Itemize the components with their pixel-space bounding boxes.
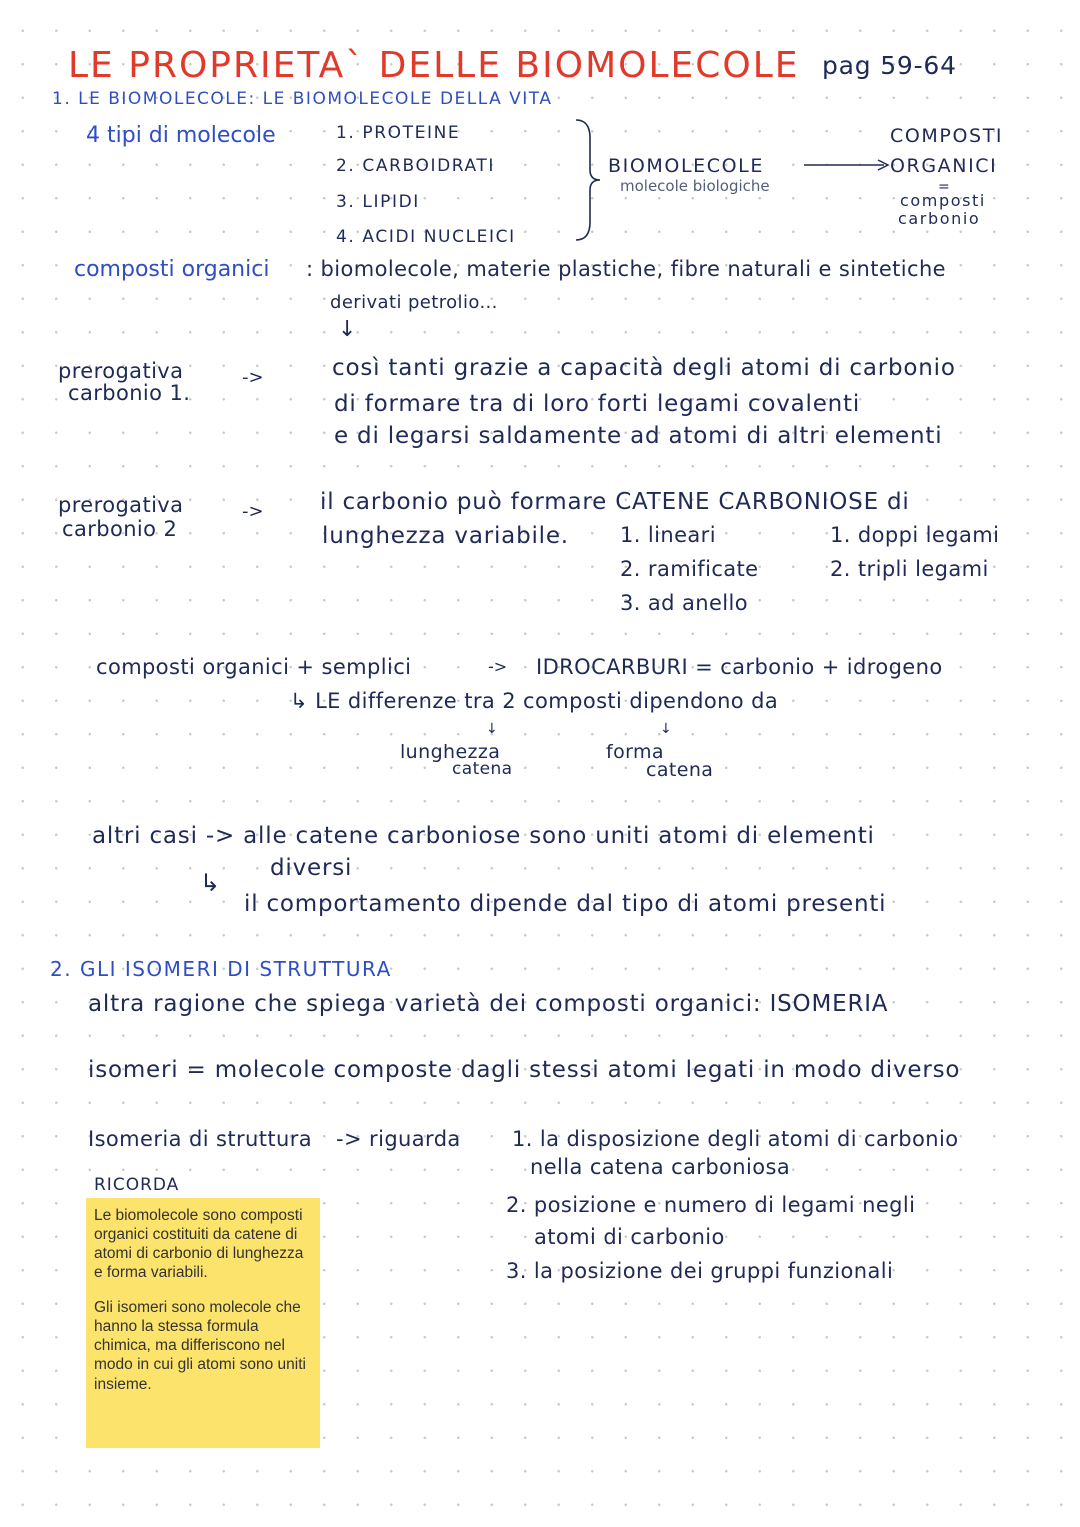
isomeria-item-1: 1. la disposizione degli atomi di carbonio: [512, 1127, 959, 1151]
isomeria-label: Isomeria di struttura: [88, 1127, 313, 1151]
idrocarburi-arrow: ->: [488, 657, 508, 676]
biomolecole-sub: molecole biologiche: [620, 177, 770, 195]
prerogativa-2-arrow: ->: [242, 501, 264, 522]
composti-semplici: composti organici + semplici: [96, 655, 412, 679]
idrocarburi: IDROCARBURI = carbonio + idrogeno: [536, 655, 943, 679]
down-arrow-icon: ↓: [338, 317, 357, 342]
isomeria-arrow: -> riguarda: [336, 1127, 461, 1151]
altri-casi-2: diversi: [270, 855, 353, 881]
isomeria-item-2-cont: atomi di carbonio: [534, 1225, 725, 1249]
return-arrow-icon: ↳: [200, 869, 221, 897]
section-1-heading: 1. LE BIOMOLECOLE: LE BIOMOLECOLE DELLA VITA: [52, 89, 553, 109]
ricorda-label: RICORDA: [94, 1175, 180, 1195]
sticky-note: [86, 1198, 320, 1448]
section-2-heading: 2. GLI ISOMERI DI STRUTTURA: [50, 957, 392, 981]
page-reference: pag 59-64: [822, 51, 957, 80]
lunghezza-catena: catena: [452, 759, 513, 779]
altri-casi: altri casi -> alle catene carboniose sono uniti atomi di elementi: [92, 823, 875, 849]
catena-forma-2: 2. ramificate: [620, 557, 759, 581]
catena-forma-3: 3. ad anello: [620, 591, 749, 615]
arrow-right-icon: [804, 158, 890, 172]
prerogativa-1-text-2: di formare tra di loro forti legami covalenti: [334, 391, 861, 417]
prerogativa-1-label-2: carbonio 1.: [68, 381, 191, 405]
down-arrow-icon: ↓: [660, 721, 672, 737]
curly-brace-icon: [572, 118, 602, 242]
biomolecole-label: BIOMOLECOLE: [608, 155, 764, 177]
composti-organici-line3: composti: [900, 191, 986, 210]
composti-organici-line2: ORGANICI: [890, 155, 998, 177]
prerogativa-2-label-2: carbonio 2: [62, 517, 178, 541]
down-arrow-icon: ↓: [486, 721, 498, 737]
prerogativa-1-text-1: così tanti grazie a capacità degli atomi di carbonio: [332, 355, 956, 381]
composti-organici-text: : biomolecole, materie plastiche, fibre naturali e sintetiche: [306, 257, 947, 281]
note-isomeri: Gli isomeri sono molecole che hanno la stessa formula chimica, ma differiscono nel modo in cui gli atomi sono uniti insieme.: [94, 1299, 306, 1393]
composti-organici-eq: =: [938, 179, 950, 195]
comportamento: il comportamento dipende dal tipo di atomi presenti: [244, 891, 887, 917]
prerogativa-1-label: prerogativa: [58, 359, 184, 383]
prerogativa-2-text-1: il carbonio può formare CATENE CARBONIOSE di: [320, 489, 910, 515]
isomeria-item-2: 2. posizione e numero di legami negli: [506, 1193, 916, 1217]
differenze: ↳ LE differenze tra 2 composti dipendono da: [290, 689, 779, 713]
derivati-petrolio: derivati petrolio...: [330, 292, 498, 313]
type-item-2: 2. CARBOIDRATI: [336, 156, 496, 176]
lunghezza: lunghezza: [400, 741, 501, 763]
prerogativa-2-text-2: lunghezza variabile.: [322, 523, 569, 549]
type-item-3: 3. LIPIDI: [336, 192, 420, 212]
composti-organici-line4: carbonio: [898, 209, 981, 228]
prerogativa-2-label: prerogativa: [58, 493, 184, 517]
isomeria-item-3: 3. la posizione dei gruppi funzionali: [506, 1259, 894, 1283]
forma-catena: catena: [646, 759, 714, 781]
note-biomolecole: Le biomolecole sono composti organici costituiti da catene di atomi di carbonio di lunghezza e forma variabili.: [94, 1207, 304, 1282]
catena-forma-1: 1. lineari: [620, 523, 716, 547]
type-item-4: 4. ACIDI NUCLEICI: [336, 227, 516, 247]
prerogativa-1-text-3: e di legarsi saldamente ad atomi di altri elementi: [334, 423, 943, 449]
section-2-intro: altra ragione che spiega varietà dei composti organici: ISOMERIA: [88, 991, 889, 1017]
prerogativa-1-arrow: ->: [242, 367, 264, 388]
types-label: 4 tipi di molecole: [86, 123, 276, 148]
legami-2: 2. tripli legami: [830, 557, 989, 581]
type-item-1: 1. PROTEINE: [336, 123, 461, 143]
composti-organici-label: composti organici: [74, 257, 270, 282]
composti-organici-line1: COMPOSTI: [890, 125, 1004, 147]
legami-1: 1. doppi legami: [830, 523, 1000, 547]
page-title: LE PROPRIETA` DELLE BIOMOLECOLE: [68, 45, 800, 86]
forma: forma: [606, 741, 664, 763]
isomeria-item-1-cont: nella catena carboniosa: [530, 1155, 791, 1179]
isomeri-definition: isomeri = molecole composte dagli stessi atomi legati in modo diverso: [88, 1057, 961, 1083]
